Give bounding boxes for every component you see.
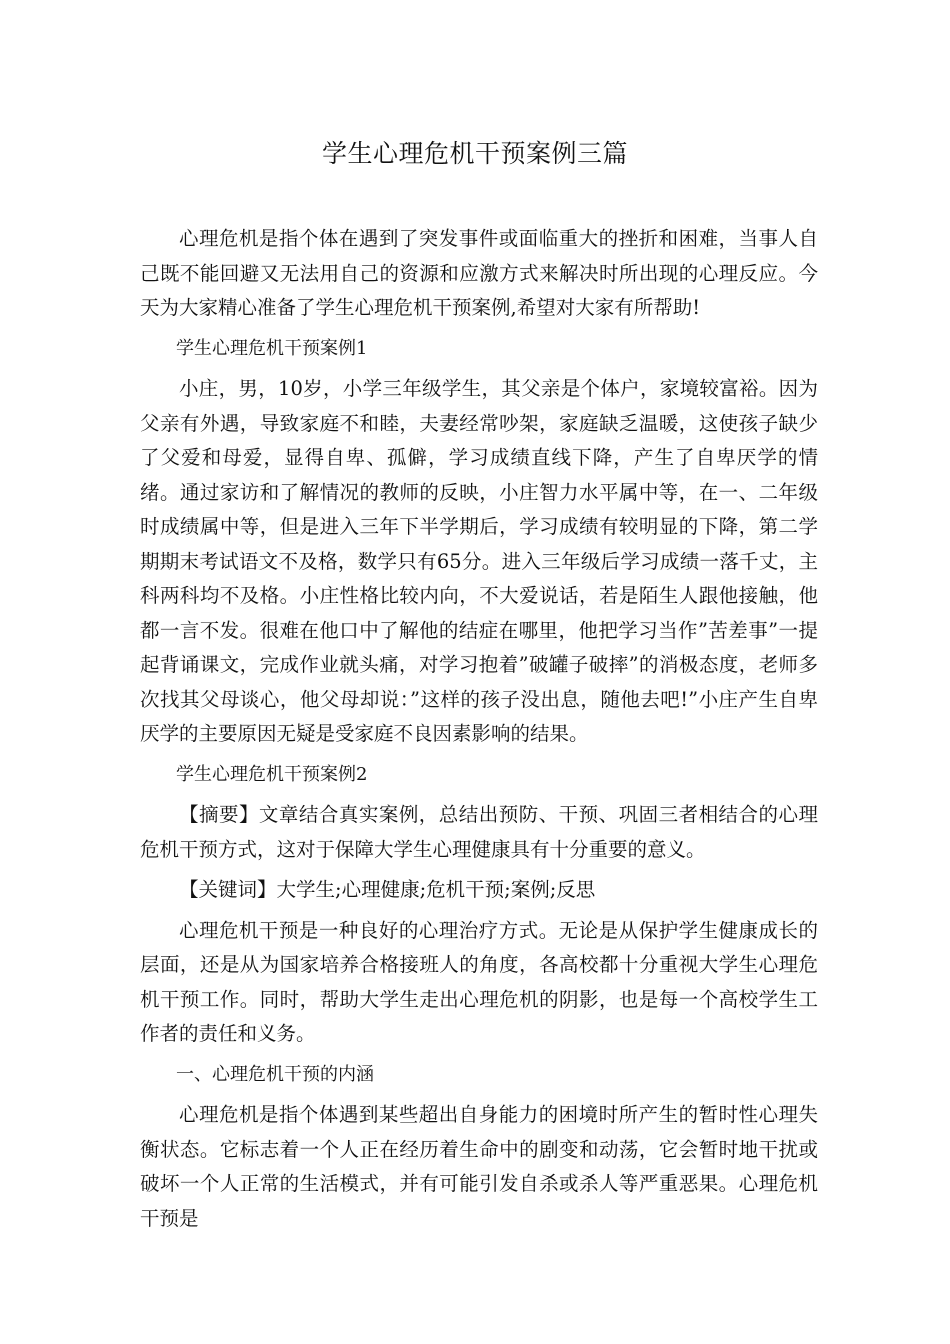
intervention-paragraph: 心理危机干预是一种良好的心理治疗方式。无论是从保护学生健康成长的层面，还是从为国家培养合格接班人的角度，各高校都十分重视大学生心理危机干预工作。同时，帮助大学生走出心理危机的阴影，也是每一个高校学生工作者的责任和义务。 xyxy=(140,918,818,1045)
document-body xyxy=(140,222,818,1236)
intro-paragraph: 心理危机是指个体在遇到了突发事件或面临重大的挫折和困难，当事人自己既不能回避又无法用自己的资源和应激方式来解决时所出现的心理反应。今天为大家精心准备了学生心理危机干预案例,希望对大家有所帮助! xyxy=(140,227,818,319)
case-1-paragraph: 小庄，男，10岁，小学三年级学生，其父亲是个体户，家境较富裕。因为父亲有外遇，导致家庭不和睦，夫妻经常吵架，家庭缺乏温暖，这使孩子缺少了父爱和母爱，显得自卑、孤僻，学习成绩直线下降，产生了自卑厌学的情绪。通过家访和了解情况的教师的反映，小庄智力水平属中等，在一、二年级时成绩属中等，但是进入三年下半学期后，学习成绩有较明显的下降，第二学期期末考试语文不及格，数学只有65分。进入三年级后学习成绩一落千丈，主科两科均不及格。小庄性格比较内向，不大爱说话，若是陌生人跟他接触，他都一言不发。很难在他口中了解他的结症在哪里，他把学习当作”苦差事”一提起背诵课文，完成作业就头痛，对学习抱着”破罐子破摔”的消极态度，老师多次找其父母谈心，他父母却说：”这样的孩子没出息，随他去吧!”小庄产生自卑厌学的主要原因无疑是受家庭不良因素影响的结果。 xyxy=(140,377,818,745)
case-1-heading: 学生心理危机干预案例1 xyxy=(176,337,368,359)
section-1-heading: 一、心理危机干预的内涵 xyxy=(176,1063,374,1085)
document-title: 学生心理危机干预案例三篇 xyxy=(321,139,628,168)
abstract-paragraph: 【摘要】文章结合真实案例，总结出预防、干预、巩固三者相结合的心理危机干预方式，这对于保障大学生心理健康具有十分重要的意义。 xyxy=(140,803,818,861)
case-2-heading: 学生心理危机干预案例2 xyxy=(176,763,368,785)
keywords-paragraph: 【关键词】大学生;心理健康;危机干预;案例;反思 xyxy=(179,878,596,901)
section-1-paragraph: 心理危机是指个体遇到某些超出自身能力的困境时所产生的暂时性心理失衡状态。它标志着一个人正在经历着生命中的剧变和动荡，它会暂时地干扰或破坏一个人正常的生活模式，并有可能引发自杀或杀人等严重恶果。心理危机干预是 xyxy=(140,1103,818,1230)
